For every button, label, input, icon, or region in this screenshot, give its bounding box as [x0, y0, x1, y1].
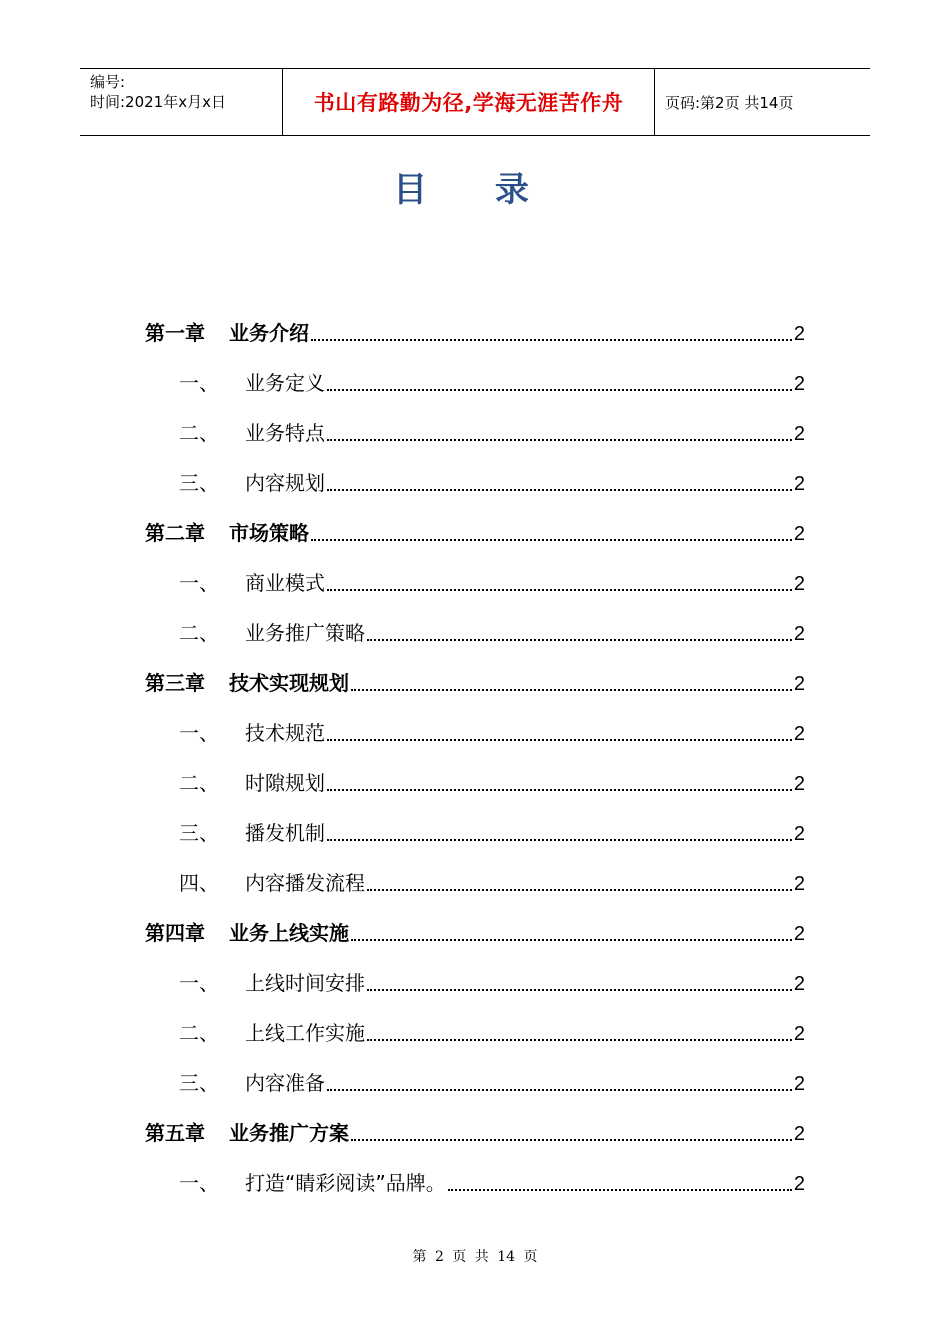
toc-entry-label: 打造“睛彩阅读”品牌。 [245, 1171, 446, 1195]
toc-entry-number: 一、 [179, 721, 219, 745]
toc-entry-label: 时隙规划 [245, 771, 325, 795]
toc-section-entry[interactable] [145, 546, 805, 596]
toc-entry-number: 二、 [179, 621, 219, 645]
toc-entry-number: 三、 [179, 821, 219, 845]
header-motto: 书山有路勤为径,学海无涯苦作舟 [282, 69, 655, 135]
document-date: 时间:2021年x月x日 [90, 93, 226, 111]
toc-entry-page: 2 [793, 523, 805, 545]
toc-dot-leader [367, 638, 792, 641]
toc-entry-page: 2 [793, 1173, 805, 1195]
toc-chapter-entry[interactable] [145, 896, 805, 946]
toc-entry-page: 2 [793, 623, 805, 645]
toc-title: 目 录 [393, 170, 557, 210]
toc-entry-label: 业务定义 [245, 371, 325, 395]
toc-dot-leader [327, 738, 792, 741]
toc-dot-leader [327, 438, 792, 441]
toc-dot-leader [367, 888, 792, 891]
page-header [80, 68, 870, 136]
toc-entry-label: 内容准备 [245, 1071, 325, 1095]
toc-section-entry[interactable] [145, 1146, 805, 1196]
toc-dot-leader [351, 938, 792, 941]
toc-entry-page: 2 [793, 323, 805, 345]
toc-section-entry[interactable] [145, 1046, 805, 1096]
toc-entry-label: 上线工作实施 [245, 1021, 365, 1045]
toc-chapter-entry[interactable] [145, 496, 805, 546]
toc-entry-page: 2 [793, 673, 805, 695]
toc-entry-label: 上线时间安排 [245, 971, 365, 995]
toc-dot-leader [327, 488, 792, 491]
toc-entry-number: 三、 [179, 1071, 219, 1095]
toc-entry-label: 市场策略 [229, 521, 309, 545]
toc-dot-leader [311, 538, 792, 541]
toc-section-entry[interactable] [145, 696, 805, 746]
toc-section-entry[interactable] [145, 396, 805, 446]
toc-entry-label: 业务上线实施 [229, 921, 349, 945]
header-page-info: 页码:第2页 共14页 [665, 93, 794, 112]
toc-entry-label: 业务推广方案 [229, 1121, 349, 1145]
toc-section-entry[interactable] [145, 746, 805, 796]
toc-section-entry[interactable] [145, 996, 805, 1046]
toc-section-entry[interactable] [145, 846, 805, 896]
toc-entry-label: 商业模式 [245, 571, 325, 595]
toc-entry-number: 一、 [179, 371, 219, 395]
toc-entry-page: 2 [793, 573, 805, 595]
toc-section-entry[interactable] [145, 446, 805, 496]
toc-entry-number: 第二章 [145, 521, 205, 545]
toc-entry-number: 第三章 [145, 671, 205, 695]
toc-dot-leader [367, 988, 792, 991]
toc-dot-leader [311, 338, 792, 341]
toc-chapter-entry[interactable] [145, 1096, 805, 1146]
page-footer: 第 2 页 共 14 页 [412, 1249, 538, 1265]
toc-entry-page: 2 [793, 873, 805, 895]
toc-entry-label: 技术规范 [245, 721, 325, 745]
toc-dot-leader [327, 588, 792, 591]
toc-entry-label: 内容播发流程 [245, 871, 365, 895]
toc-entry-page: 2 [793, 723, 805, 745]
toc-entry-number: 第一章 [145, 321, 205, 345]
toc-dot-leader [448, 1188, 792, 1191]
toc-entry-page: 2 [793, 923, 805, 945]
toc-entry-number: 二、 [179, 1021, 219, 1045]
toc-entry-label: 播发机制 [245, 821, 325, 845]
toc-dot-leader [327, 388, 792, 391]
toc-entry-page: 2 [793, 1023, 805, 1045]
table-of-contents [145, 296, 805, 1196]
toc-entry-page: 2 [793, 373, 805, 395]
toc-entry-number: 一、 [179, 971, 219, 995]
toc-dot-leader [327, 838, 792, 841]
toc-entry-page: 2 [793, 973, 805, 995]
toc-entry-label: 业务推广策略 [245, 621, 365, 645]
toc-entry-number: 二、 [179, 771, 219, 795]
toc-entry-number: 二、 [179, 421, 219, 445]
header-meta [80, 69, 282, 135]
toc-dot-leader [351, 688, 792, 691]
toc-entry-number: 三、 [179, 471, 219, 495]
toc-entry-label: 技术实现规划 [229, 671, 349, 695]
toc-section-entry[interactable] [145, 946, 805, 996]
toc-entry-number: 第四章 [145, 921, 205, 945]
toc-section-entry[interactable] [145, 346, 805, 396]
toc-section-entry[interactable] [145, 796, 805, 846]
toc-entry-number: 一、 [179, 571, 219, 595]
toc-dot-leader [367, 1038, 792, 1041]
toc-entry-page: 2 [793, 473, 805, 495]
toc-entry-page: 2 [793, 773, 805, 795]
toc-section-entry[interactable] [145, 596, 805, 646]
toc-entry-number: 一、 [179, 1171, 219, 1195]
toc-dot-leader [327, 1088, 792, 1091]
toc-entry-page: 2 [793, 1123, 805, 1145]
toc-entry-number: 第五章 [145, 1121, 205, 1145]
toc-entry-page: 2 [793, 1073, 805, 1095]
document-code-label: 编号: [90, 73, 126, 91]
toc-entry-number: 四、 [179, 871, 219, 895]
toc-chapter-entry[interactable] [145, 296, 805, 346]
toc-entry-label: 内容规划 [245, 471, 325, 495]
toc-dot-leader [351, 1138, 792, 1141]
toc-entry-page: 2 [793, 823, 805, 845]
toc-entry-label: 业务介绍 [229, 321, 309, 345]
toc-entry-label: 业务特点 [245, 421, 325, 445]
toc-dot-leader [327, 788, 792, 791]
toc-entry-page: 2 [793, 423, 805, 445]
toc-chapter-entry[interactable] [145, 646, 805, 696]
